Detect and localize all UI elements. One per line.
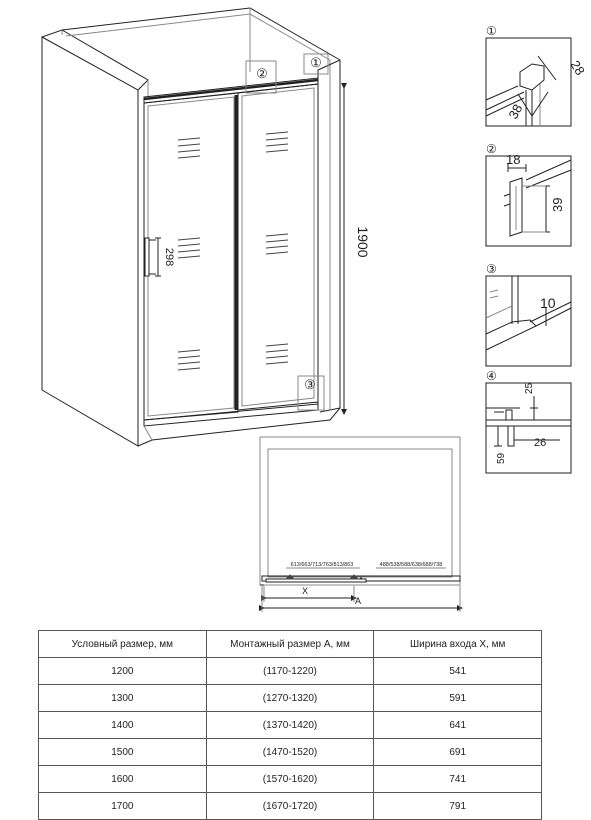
header-mounting-size: Монтажный размер A, мм	[206, 631, 374, 658]
cell-nominal: 1600	[39, 766, 207, 793]
header-nominal-size: Условный размер, мм	[39, 631, 207, 658]
detail-1	[486, 38, 571, 126]
table-row	[39, 739, 542, 766]
size-table	[38, 630, 542, 820]
cell-mounting: (1370-1420)	[206, 712, 374, 739]
table-row	[39, 712, 542, 739]
cell-entry: 791	[374, 793, 542, 820]
detail-3-marker: ③	[486, 262, 497, 276]
left-wall	[42, 30, 148, 446]
cell-mounting: (1470-1520)	[206, 739, 374, 766]
handle-label: 298	[163, 247, 175, 267]
cell-nominal: 1700	[39, 793, 207, 820]
cell-nominal: 1400	[39, 712, 207, 739]
cell-entry: 641	[374, 712, 542, 739]
table-row	[39, 658, 542, 685]
door-handle	[145, 238, 161, 276]
table-header-row	[39, 631, 542, 658]
cell-entry: 591	[374, 685, 542, 712]
detail-4-dim-59: 59	[496, 452, 507, 464]
cell-entry: 741	[374, 766, 542, 793]
cell-mounting: (1570-1620)	[206, 766, 374, 793]
right-wall	[318, 60, 340, 412]
cell-entry: 691	[374, 739, 542, 766]
plan-view	[260, 437, 460, 612]
back-wall	[62, 8, 340, 72]
cell-mounting: (1670-1720)	[206, 793, 374, 820]
table-row	[39, 685, 542, 712]
detail-4-marker: ④	[486, 369, 497, 383]
cell-nominal: 1200	[39, 658, 207, 685]
callout-3-label: ③	[304, 377, 316, 392]
detail-2-dim-18: 18	[506, 152, 521, 167]
detail-1-marker: ①	[486, 24, 497, 38]
table-row	[39, 793, 542, 820]
table-row	[39, 766, 542, 793]
detail-1-dim-38: 38	[505, 101, 526, 122]
detail-1-dim-28: 28	[567, 57, 588, 78]
callout-2-label: ②	[256, 66, 268, 81]
door-vents	[178, 132, 288, 370]
perspective-view	[42, 8, 344, 446]
cell-nominal: 1500	[39, 739, 207, 766]
a-dimension-label: A	[354, 596, 362, 606]
range-left-label: 613/663/713/763/813/863	[290, 562, 354, 568]
height-label: 1900	[355, 226, 371, 258]
detail-3	[486, 276, 571, 366]
callout-1-label: ①	[310, 55, 322, 70]
detail-2-dim-39: 39	[550, 197, 565, 212]
cell-mounting: (1170-1220)	[206, 658, 374, 685]
detail-3-dim-10: 10	[540, 295, 556, 311]
header-entry-width: Ширина входа X, мм	[374, 631, 542, 658]
cell-entry: 541	[374, 658, 542, 685]
cell-nominal: 1300	[39, 685, 207, 712]
cell-mounting: (1270-1320)	[206, 685, 374, 712]
x-dimension-label: X	[301, 586, 309, 596]
range-right-label: 488/538/588/638/688/738	[379, 562, 443, 568]
detail-4-dim-26: 26	[534, 437, 547, 449]
detail-4-dim-25: 25	[524, 382, 535, 394]
detail-2-marker: ②	[486, 142, 497, 156]
